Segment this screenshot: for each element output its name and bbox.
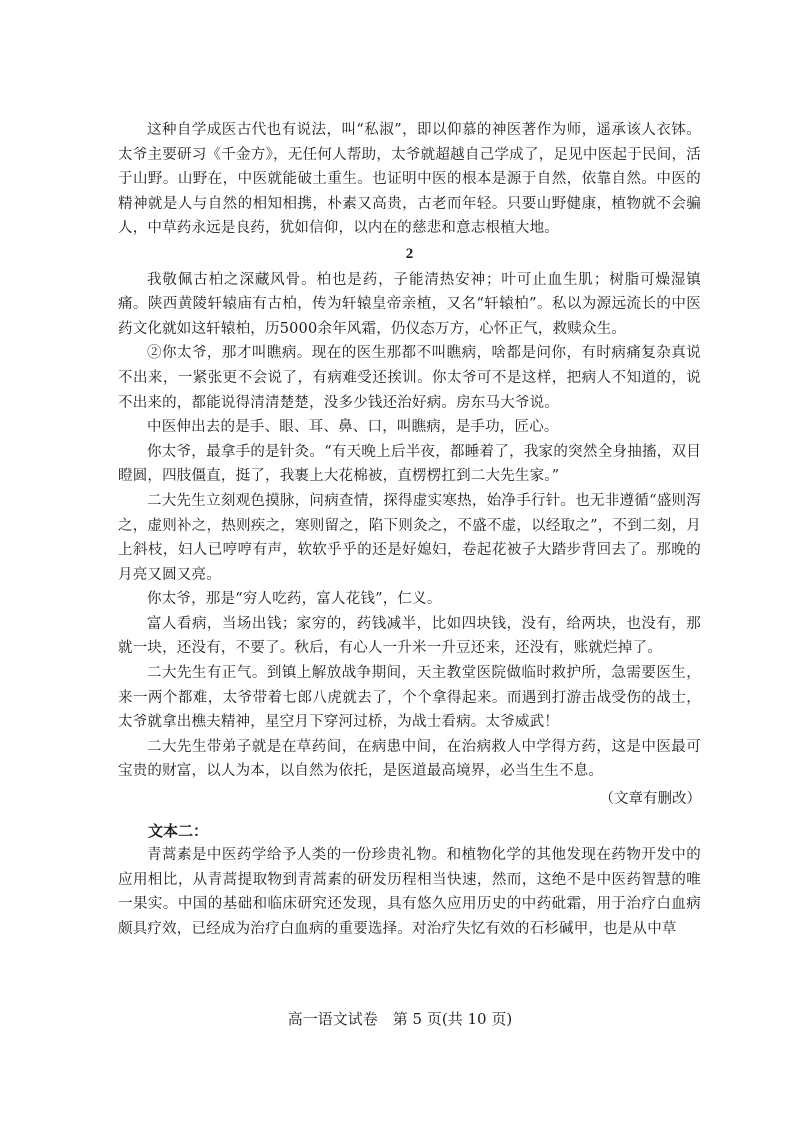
paragraph: 二大先生带弟子就是在草药间，在病患中间，在治病救人中学得方药，这是中医最可宝贵的财富，以人为本，以自然为依托，是医道最高境界，必当生生不息。 bbox=[118, 738, 701, 780]
paragraph: 这种自学成医古代也有说法，叫“私淑”，即以仰慕的神医著作为师，遥承该人衣钵。太爷主要研习《千金方》，无任何人帮助，太爷就超越自己学成了，足见中医起于民间，活于山野。山野在，中医就能破土重生。也证明中医的根本是源于自然，依靠自然。中医的精神就是人与自然的相知相携，朴素又高贵，古老而年轻。只要山野健康，植物就不会骗人，中草药永远是良药，犹如信仰，以内在的慈悲和意志根植大地。 bbox=[118, 122, 701, 237]
paragraph: ②你太爷，那才叫瞧病。现在的医生那都不叫瞧病，啥都是问你，有时病痛复杂真说不出来，一紧张更不会说了，有病难受还挨训。你太爷可不是这样，把病人不知道的，说不出来的，都能说得清清楚楚，没多少钱还治好病。房东马大爷说。 bbox=[118, 345, 701, 411]
paragraph: 富人看病，当场出钱；家穷的，药钱减半，比如四块钱，没有，给两块，也没有，那就一块，还没有，不要了。秋后，有心人一升米一升豆还来，还没有，账就烂掉了。 bbox=[118, 615, 701, 657]
paragraph: 二大先生立刻观色摸脉，问病查情，探得虚实寒热，始净手行针。也无非遵循“盛则泻之，虚则补之，热则疾之，寒则留之，陷下则灸之，不盛不虚，以经取之”，不到二刻，月上斜枝，妇人已哼哼有声，软软乎乎的还是好媳妇，卷起花被子大踏步背回去了。那晚的月亮又圆又亮。 bbox=[118, 492, 701, 583]
paragraph: 青蒿素是中医药学给予人类的一份珍贵礼物。和植物化学的其他发现在药物开发中的应用相比，从青蒿提取物到青蒿素的研发历程相当快速，然而，这绝不是中医药智慧的唯一果实。中国的基础和临床研究还发现，具有悠久应用历史的中药砒霜，用于治疗白血病颇具疗效，已经成为治疗白血病的重要选择。对治疗失忆有效的石杉碱甲，也是从中草 bbox=[118, 847, 701, 937]
section-number: 2 bbox=[405, 245, 414, 262]
paragraph: 你太爷，最拿手的是针灸。“有天晚上后半夜，都睡着了，我家的突然全身抽搐，双目瞪圆，四肢僵直，挺了，我裹上大花棉被，直楞楞扛到二大先生家。” bbox=[118, 443, 701, 485]
paragraph: 我敬佩古柏之深藏风骨。柏也是药，子能清热安神；叶可止血生肌；树脂可燥湿镇痛。陕西黄陵轩辕庙有古柏，传为轩辕皇帝亲植，又名“轩辕柏”。私以为源远流长的中医药文化就如这轩辕柏，历5000余年风霜，仍仪态万方，心怀正气，救赎众生。 bbox=[118, 271, 701, 337]
page-content bbox=[118, 118, 701, 942]
paragraph: 二大先生有正气。到镇上解放战争期间，天主教堂医院做临时救护所，急需要医生，来一两个都难，太爷带着七郎八虎就去了，个个拿得起来。而遇到打游击战受伤的战士，太爷就拿出樵夫精神，星空月下穿河过桥，为战士看病。太爷威武！ bbox=[118, 665, 701, 731]
paragraph: 中医伸出去的是手、眼、耳、鼻、口，叫瞧病，是手功，匠心。 bbox=[147, 419, 559, 436]
source-note: （文章有删改） bbox=[599, 791, 701, 808]
text2-heading: 文本二： bbox=[148, 821, 209, 840]
paragraph: 你太爷，那是“穷人吃药，富人花钱”，仁义。 bbox=[147, 591, 442, 608]
page-footer: 高一语文试卷 第 5 页(共 10 页) bbox=[287, 1010, 513, 1028]
